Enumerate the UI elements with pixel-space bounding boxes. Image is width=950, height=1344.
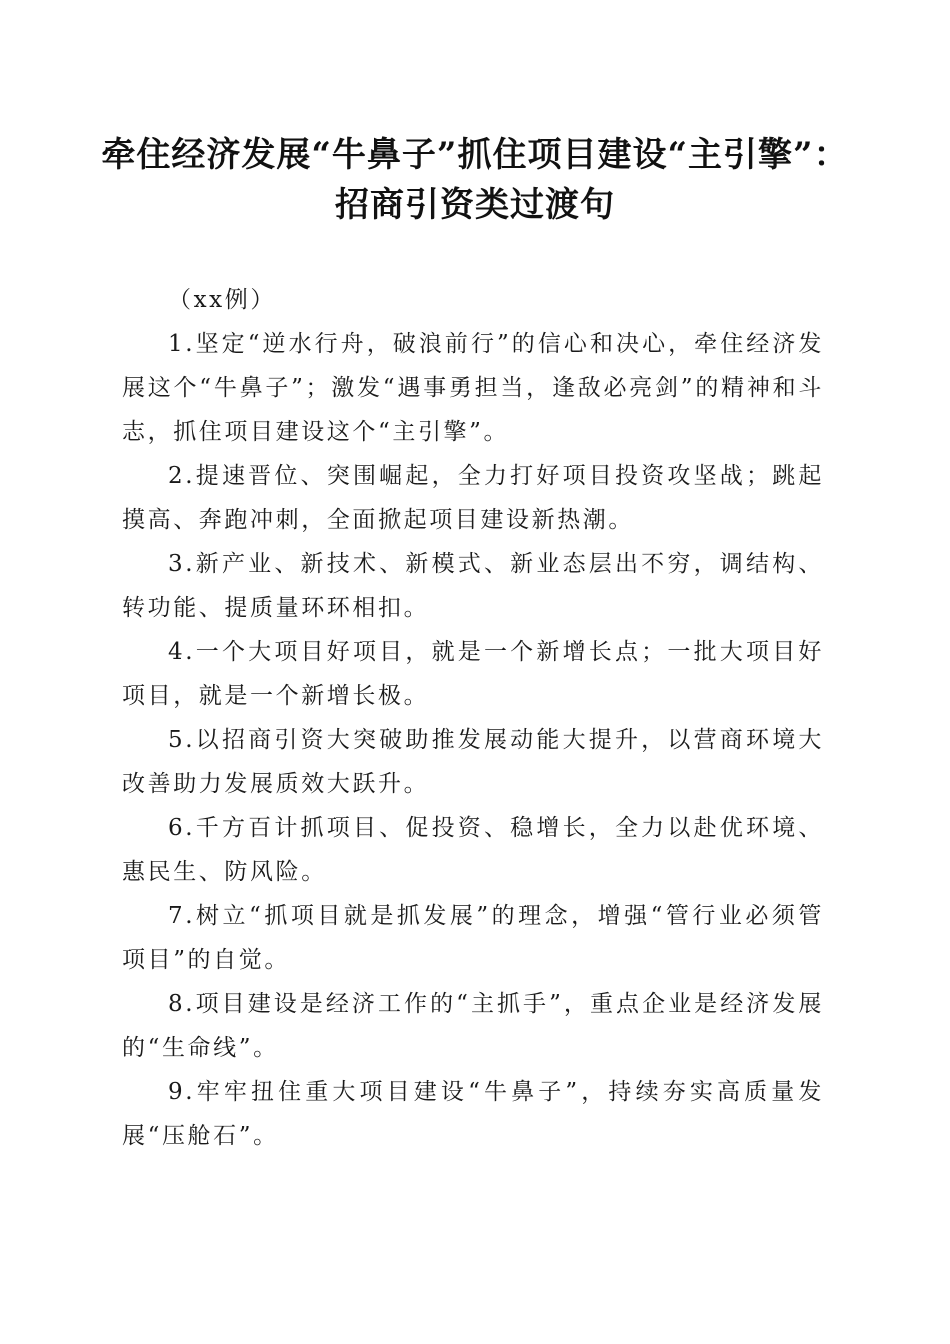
list-item: 7.树立“抓项目就是抓发展”的理念，增强“管行业必须管项目”的自觉。 xyxy=(122,903,824,973)
list-item: 5.以招商引资大突破助推发展动能大提升，以营商环境大改善助力发展质效大跃升。 xyxy=(122,727,824,797)
list-item: 4.一个大项目好项目，就是一个新增长点；一批大项目好项目，就是一个新增长极。 xyxy=(122,639,824,709)
list-item: 6.千方百计抓项目、促投资、稳增长，全力以赴优环境、惠民生、防风险。 xyxy=(122,815,824,885)
list-item: 3.新产业、新技术、新模式、新业态层出不穷，调结构、转功能、提质量环环相扣。 xyxy=(122,551,824,621)
list-item: 1.坚定“逆水行舟，破浪前行”的信心和决心，牵住经济发展这个“牛鼻子”；激发“遇事勇担当，逢敌必亮剑”的精神和斗志，抓住项目建设这个“主引擎”。 xyxy=(122,331,824,445)
list-item: 2.提速晋位、突围崛起，全力打好项目投资攻坚战；跳起摸高、奔跑冲刺，全面掀起项目建设新热潮。 xyxy=(122,463,824,533)
list-item: 9.牢牢扭住重大项目建设“牛鼻子”，持续夯实高质量发展“压舱石”。 xyxy=(122,1079,824,1149)
document-subtitle: （xx例） xyxy=(168,287,276,313)
list-item: 8.项目建设是经济工作的“主抓手”，重点企业是经济发展的“生命线”。 xyxy=(122,991,824,1061)
document-title: 牵住经济发展“牛鼻子”抓住项目建设“主引擎”：招商引资类过渡句 xyxy=(101,135,849,225)
document-body xyxy=(122,278,824,1158)
